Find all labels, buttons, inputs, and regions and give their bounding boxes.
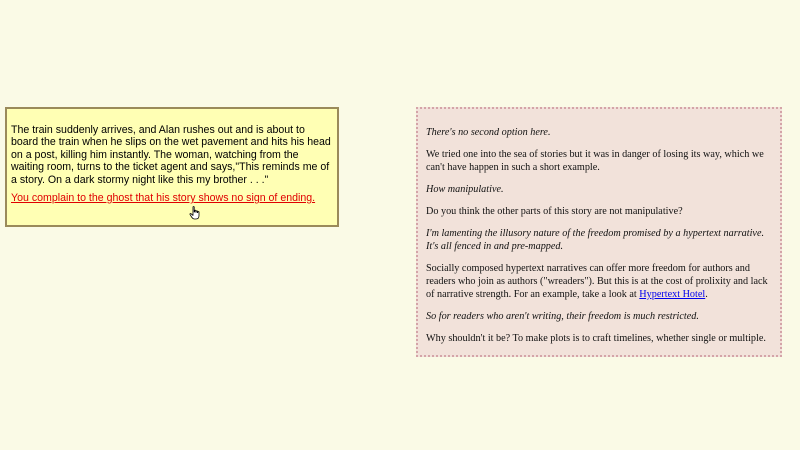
commentary-panel	[416, 107, 782, 357]
commentary-text: Socially composed hypertext narratives can offer more freedom for authors and readers who join as authors ("wreaders"). But this is at the cost of prolixity and lack of narrative strength. For an example, take a look at	[426, 263, 768, 300]
commentary-text: There's no second option here.	[426, 127, 551, 138]
story-choice-link[interactable]: You complain to the ghost that his story shows no sign of ending.	[11, 192, 316, 205]
commentary-text: Do you think the other parts of this story are not manipulative?	[426, 206, 683, 217]
story-choice	[11, 192, 333, 204]
commentary-text-with-link	[426, 262, 772, 301]
story-paragraph: The train suddenly arrives, and Alan rushes out and is about to board the train when he slips on the wet pavement and hits his head on a post, killing him instantly. The woman, watching from the waiting room, turns to the ticket agent and says,"This reminds me of a story. On a dark stormy night like this my brother . . ."	[11, 124, 331, 186]
commentary-text: .	[705, 289, 708, 300]
commentary-text: I'm lamenting the illusory nature of the freedom promised by a hypertext narrative. It's all fenced in and pre-mapped.	[426, 228, 765, 252]
hand-pointer-icon	[189, 206, 201, 220]
commentary-text: How manipulative.	[426, 184, 504, 195]
commentary-text: Why shouldn't it be? To make plots is to craft timelines, whether single or multiple.	[426, 333, 766, 344]
hypertext-hotel-link[interactable]: Hypertext Hotel	[639, 289, 706, 300]
story-panel	[5, 107, 339, 227]
commentary-text: So for readers who aren't writing, their freedom is much restricted.	[426, 311, 699, 322]
commentary-text: We tried one into the sea of stories but it was in danger of losing its way, which we can't have happen in such a short example.	[426, 149, 764, 173]
